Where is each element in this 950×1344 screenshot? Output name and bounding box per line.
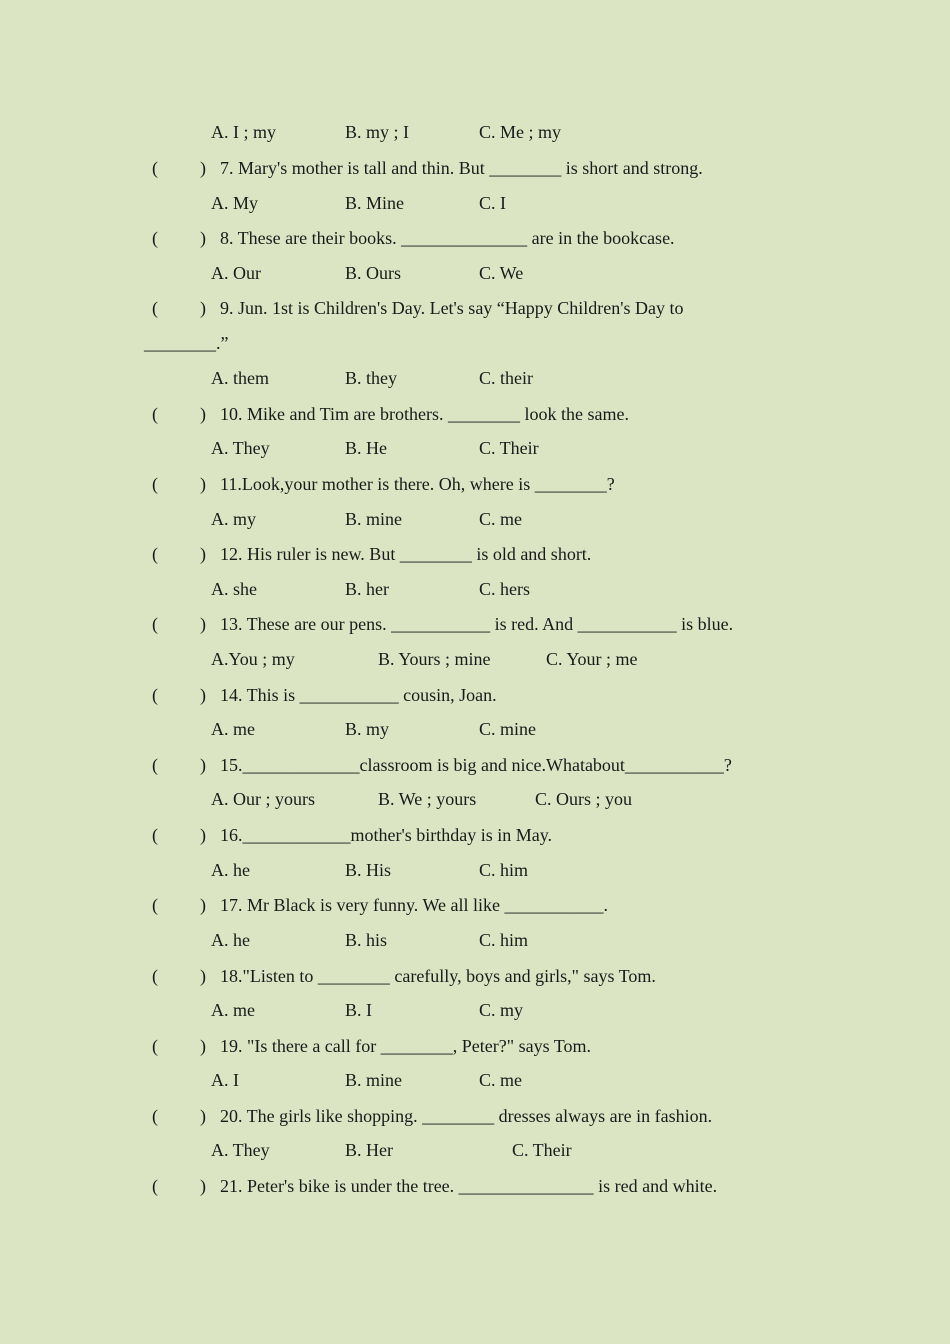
option-b: B. her — [345, 579, 389, 599]
answer-paren-left[interactable]: ( — [152, 158, 158, 178]
question-text: 18."Listen to ________ carefully, boys and girls," says Tom. — [220, 966, 656, 986]
question-text: 21. Peter's bike is under the tree. _______________ is red and white. — [220, 1176, 718, 1196]
option-c: C. him — [479, 930, 529, 950]
answer-paren-left[interactable]: ( — [152, 474, 158, 494]
answer-paren-right: ) — [200, 544, 206, 564]
answer-paren-right: ) — [200, 966, 206, 986]
option-b: B. I — [345, 1000, 372, 1020]
answer-paren-left[interactable]: ( — [152, 298, 158, 318]
option-b: B. Her — [345, 1140, 393, 1160]
option-b: B. His — [345, 860, 392, 880]
option-a: A. my — [211, 509, 256, 529]
option-b: B. they — [345, 368, 397, 388]
answer-paren-left[interactable]: ( — [152, 685, 158, 705]
answer-paren-left[interactable]: ( — [152, 544, 158, 564]
option-b: B. my — [345, 719, 390, 739]
option-c: C. Their — [479, 438, 539, 458]
answer-paren-left[interactable]: ( — [152, 1176, 158, 1196]
question-text: 14. This is ___________ cousin, Joan. — [220, 685, 497, 705]
option-b: B. mine — [345, 509, 402, 529]
option-a: A. Our ; yours — [211, 789, 315, 809]
option-b: B. mine — [345, 1070, 402, 1090]
option-c: C. me — [479, 1070, 522, 1090]
question-text: 20. The girls like shopping. ________ dresses always are in fashion. — [220, 1106, 713, 1126]
option-a: A.You ; my — [211, 649, 295, 669]
option-b: B. We ; yours — [378, 789, 477, 809]
option-c: C. me — [479, 509, 522, 529]
option-c: C. Me ; my — [479, 122, 562, 142]
answer-paren-right: ) — [200, 158, 206, 178]
answer-paren-right: ) — [200, 825, 206, 845]
option-a: A. They — [211, 1140, 270, 1160]
question-text: 17. Mr Black is very funny. We all like ___________. — [220, 895, 608, 915]
option-c: C. mine — [479, 719, 536, 739]
question-text: 13. These are our pens. ___________ is red. And ___________ is blue. — [220, 614, 734, 634]
option-c: C. We — [479, 263, 524, 283]
question-text: 10. Mike and Tim are brothers. ________ look the same. — [220, 404, 629, 424]
option-c: C. Ours ; you — [535, 789, 633, 809]
question-text: 7. Mary's mother is tall and thin. But ________ is short and strong. — [220, 158, 703, 178]
question-text: 8. These are their books. ______________ are in the bookcase. — [220, 228, 675, 248]
question-text: 16.____________mother's birthday is in May. — [220, 825, 553, 845]
option-c: C. him — [479, 860, 529, 880]
option-c: C. I — [479, 193, 506, 213]
answer-paren-left[interactable]: ( — [152, 755, 158, 775]
option-a: A. he — [211, 930, 250, 950]
option-a: A. I — [211, 1070, 239, 1090]
question-text: 19. "Is there a call for ________, Peter?" says Tom. — [220, 1036, 592, 1056]
answer-paren-left[interactable]: ( — [152, 404, 158, 424]
option-b: B. Ours — [345, 263, 402, 283]
option-c: C. Their — [512, 1140, 572, 1160]
answer-paren-right: ) — [200, 1036, 206, 1056]
question-text: 9. Jun. 1st is Children's Day. Let's say “Happy Children's Day to — [220, 298, 684, 318]
option-c: C. their — [479, 368, 533, 388]
answer-paren-left[interactable]: ( — [152, 966, 158, 986]
option-b: B. his — [345, 930, 388, 950]
option-a: A. Our — [211, 263, 261, 283]
answer-paren-left[interactable]: ( — [152, 228, 158, 248]
answer-paren-left[interactable]: ( — [152, 614, 158, 634]
answer-paren-left[interactable]: ( — [152, 1036, 158, 1056]
option-a: A. I ; my — [211, 122, 276, 142]
answer-paren-right: ) — [200, 1106, 206, 1126]
answer-paren-right: ) — [200, 685, 206, 705]
answer-paren-right: ) — [200, 614, 206, 634]
answer-paren-right: ) — [200, 755, 206, 775]
answer-paren-right: ) — [200, 298, 206, 318]
option-a: A. she — [211, 579, 257, 599]
option-b: B. Mine — [345, 193, 405, 213]
answer-paren-right: ) — [200, 1176, 206, 1196]
question-text: 12. His ruler is new. But ________ is old and short. — [220, 544, 592, 564]
answer-paren-right: ) — [200, 228, 206, 248]
option-a: A. me — [211, 719, 255, 739]
question-text: 15._____________classroom is big and nice.Whatabout___________? — [220, 755, 732, 775]
option-c: C. my — [479, 1000, 524, 1020]
option-b: B. Yours ; mine — [378, 649, 491, 669]
answer-paren-left[interactable]: ( — [152, 825, 158, 845]
answer-paren-left[interactable]: ( — [152, 895, 158, 915]
option-a: A. me — [211, 1000, 255, 1020]
answer-paren-right: ) — [200, 404, 206, 424]
option-a: A. They — [211, 438, 270, 458]
option-c: C. Your ; me — [546, 649, 638, 669]
option-a: A. My — [211, 193, 259, 213]
answer-paren-right: ) — [200, 895, 206, 915]
option-a: A. them — [211, 368, 269, 388]
option-b: B. He — [345, 438, 387, 458]
question-continuation: ________.” — [144, 333, 229, 353]
question-text: 11.Look,your mother is there. Oh, where is ________? — [220, 474, 615, 494]
option-b: B. my ; I — [345, 122, 410, 142]
answer-paren-left[interactable]: ( — [152, 1106, 158, 1126]
option-a: A. he — [211, 860, 250, 880]
option-c: C. hers — [479, 579, 530, 599]
answer-paren-right: ) — [200, 474, 206, 494]
